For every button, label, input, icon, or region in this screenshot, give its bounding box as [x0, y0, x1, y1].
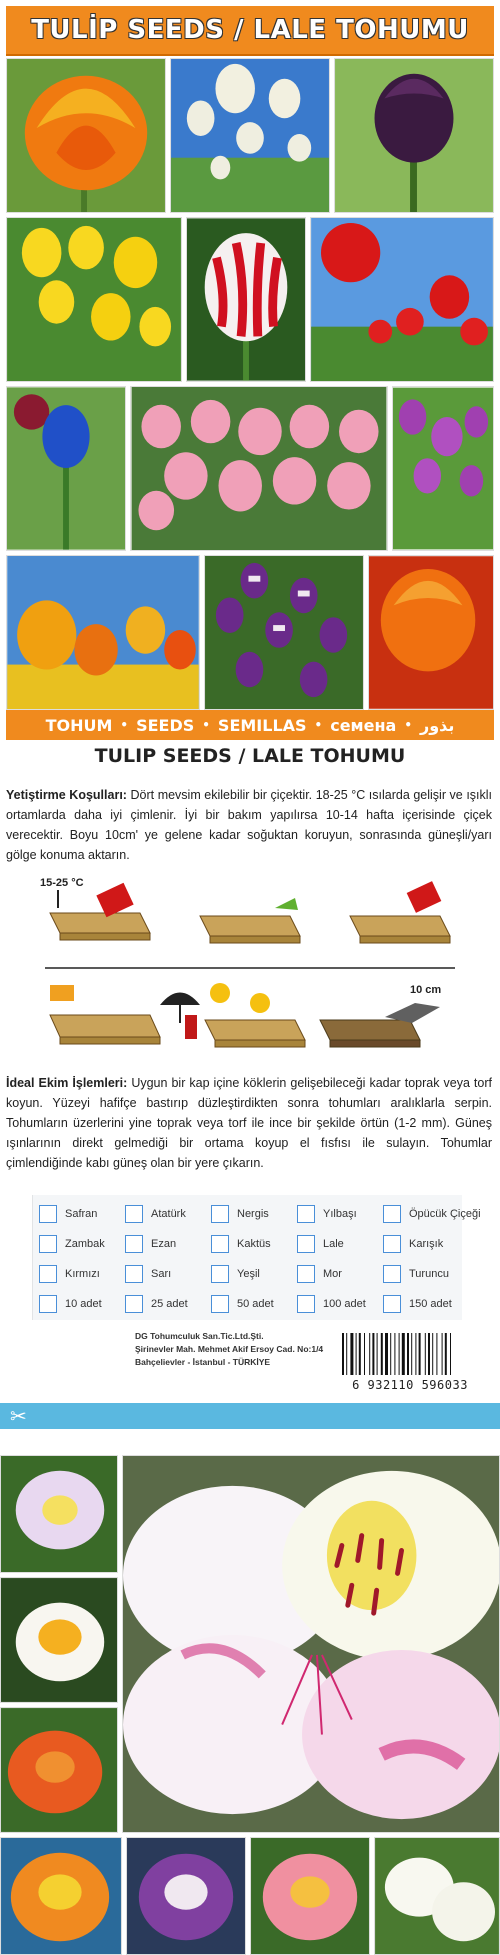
tray-cover-icon	[350, 881, 450, 943]
spray-bottle-icon	[185, 1015, 197, 1039]
planting-illustration-top	[30, 868, 470, 958]
growing-body: Dört mevsim ekilebilir bir çiçektir. 18-25 °C ısılarda gelişir ve ışıklı ortamlarda daha iyi çimlenir. İyi bir bakım yapılırsa 10-14 hafta içerisinde çiçek verecektir. Boyu 10cm' ye gelene kadar soğuktan koruyun, sonrasında güneşli/yarı gölge konuma aktarın.	[6, 788, 493, 862]
checkbox-label: Kaktüs	[237, 1238, 271, 1250]
planting-instructions	[6, 1073, 492, 1173]
checklist-item[interactable]	[383, 1261, 469, 1287]
separator-dot: •	[314, 718, 323, 732]
barcode-bar	[359, 1333, 361, 1375]
page-title: TULİP SEEDS / LALE TOHUMU	[6, 6, 494, 56]
growing-conditions	[6, 785, 492, 865]
checkbox[interactable]	[297, 1295, 315, 1313]
checkbox-label: 25 adet	[151, 1298, 188, 1310]
checklist-item[interactable]	[39, 1231, 125, 1257]
photo-pink-tulips	[130, 386, 388, 551]
checklist-item[interactable]	[125, 1261, 211, 1287]
barcode-number: 6 932110 596033	[352, 1378, 468, 1392]
barcode-bar	[350, 1333, 353, 1375]
photo-alstroemeria-pink	[250, 1837, 370, 1955]
barcode-bar	[432, 1333, 433, 1375]
word-arabic: بذور	[420, 715, 455, 735]
checkbox[interactable]	[297, 1205, 315, 1223]
checklist-item[interactable]	[297, 1201, 383, 1227]
sun-icon	[250, 993, 270, 1013]
checkbox-label: 100 adet	[323, 1298, 366, 1310]
checkbox[interactable]	[39, 1205, 57, 1223]
photo-alstroemeria-orange	[0, 1707, 118, 1833]
barcode-bar	[445, 1333, 447, 1375]
photo-orange-tulip	[6, 58, 166, 213]
barcode-bar	[419, 1333, 421, 1375]
sun-icon	[210, 983, 230, 1003]
checkbox[interactable]	[211, 1205, 229, 1223]
tray-soil-icon	[50, 913, 150, 940]
checkbox[interactable]	[211, 1295, 229, 1313]
checklist-item[interactable]	[297, 1291, 383, 1317]
checkbox-label: Turuncu	[409, 1268, 449, 1280]
barcode-image	[340, 1333, 490, 1375]
company-name: DG Tohumculuk San.Tic.Ltd.Şti.	[135, 1331, 264, 1341]
checkbox-label: Atatürk	[151, 1208, 186, 1220]
cut-line-strip	[0, 1403, 500, 1429]
checkbox-label: Kırmızı	[65, 1268, 100, 1280]
photo-alstroemeria-white-yellow	[0, 1577, 118, 1703]
photo-alstroemeria-purple	[126, 1837, 246, 1955]
company-address: Şirinevler Mah. Mehmet Akif Ersoy Cad. No:1/4	[135, 1344, 324, 1354]
checkbox-label: Lale	[323, 1238, 344, 1250]
checkbox-label: Yılbaşı	[323, 1208, 357, 1220]
photo-alstroemeria-orange-yellow	[0, 1837, 122, 1955]
language-banner	[6, 710, 494, 740]
checkbox-label: 50 adet	[237, 1298, 274, 1310]
photo-red-white-tulip	[186, 217, 306, 382]
photo-dark-purple-tulip	[334, 58, 494, 213]
separator-dot: •	[202, 718, 210, 732]
watering-tray-icon	[50, 985, 160, 1044]
section-subtitle: TULIP SEEDS / LALE TOHUMU	[94, 745, 406, 767]
checkbox[interactable]	[383, 1295, 401, 1313]
checkbox[interactable]	[383, 1205, 401, 1223]
barcode-bar	[342, 1333, 344, 1375]
planting-heading: İdeal Ekim İşlemleri:	[6, 1076, 128, 1090]
checkbox[interactable]	[125, 1265, 143, 1283]
photo-yellow-tulips	[6, 217, 182, 382]
barcode-bar	[385, 1333, 388, 1375]
company-info	[135, 1330, 335, 1369]
barcode-bar	[390, 1333, 391, 1375]
barcode-bar	[399, 1333, 400, 1375]
checklist-item[interactable]	[297, 1261, 383, 1287]
checkbox-label: 150 adet	[409, 1298, 452, 1310]
word-semillas: SEMILLAS	[217, 715, 307, 735]
checklist-item[interactable]	[211, 1261, 297, 1287]
checkbox[interactable]	[125, 1235, 143, 1253]
checkbox-label: Öpücük Çiçeği	[409, 1208, 481, 1220]
barcode-bar	[442, 1333, 443, 1375]
barcode-bar	[381, 1333, 383, 1375]
checklist-item[interactable]	[125, 1291, 211, 1317]
barcode-bar	[369, 1333, 370, 1375]
sprouting-tray-icon	[205, 1020, 305, 1047]
checkbox[interactable]	[211, 1235, 229, 1253]
checkbox-label: Karışık	[409, 1238, 444, 1250]
barcode-bar	[415, 1333, 416, 1375]
photo-purple-white-tulips	[204, 555, 364, 710]
checkbox-label: Nergis	[237, 1208, 269, 1220]
growing-heading: Yetiştirme Koşulları:	[6, 788, 127, 802]
barcode-bar	[450, 1333, 451, 1375]
checklist-item[interactable]	[39, 1201, 125, 1227]
checkbox-label: Safran	[65, 1208, 98, 1220]
variety-checklist	[32, 1195, 481, 1320]
checkbox[interactable]	[39, 1265, 57, 1283]
separator-dot: •	[120, 718, 129, 732]
checkbox[interactable]	[39, 1295, 57, 1313]
barcode-bar	[364, 1333, 365, 1375]
planting-body: Uygun bir kap içine köklerin gelişebileceği kadar toprak veya torf koyun. Yüzeyi hafifçe bastırıp düzleştirdikten sonra tohumları aralıklarla serpin. Tohumların üzerlerini yine toprak veya torf ile ince bir şekilde örtün (1-2 mm). Güneş ışınlarının direkt gelmediği bir ortama koyup el fısfısı ile sulayın. Tohumlar çimlendiğinde kabı güneş olan bir yere çıkarın.	[6, 1076, 492, 1170]
checklist-item[interactable]	[125, 1231, 211, 1257]
checklist-row	[33, 1261, 463, 1287]
word-seeds: SEEDS	[136, 715, 195, 735]
barcode-bar	[394, 1333, 395, 1375]
company-city: Bahçelievler - İstanbul - TÜRKİYE	[135, 1357, 271, 1367]
scissors-icon: ✂	[10, 1405, 27, 1428]
checklist-item[interactable]	[297, 1231, 383, 1257]
checklist-item[interactable]	[211, 1201, 297, 1227]
planting-illustration-bottom	[30, 975, 470, 1065]
checklist-item[interactable]	[383, 1231, 469, 1257]
photo-blue-tulip	[6, 386, 126, 551]
separator-dot: •	[404, 718, 413, 732]
checkbox[interactable]	[125, 1295, 143, 1313]
checkbox[interactable]	[125, 1205, 143, 1223]
barcode-bar	[428, 1333, 430, 1375]
photo-red-tulip-field	[310, 217, 494, 382]
checklist-item[interactable]	[383, 1291, 469, 1317]
checklist-item[interactable]	[125, 1201, 211, 1227]
checklist-row	[33, 1231, 463, 1257]
seedling-tray-icon	[320, 1003, 440, 1047]
barcode-bar	[372, 1333, 374, 1375]
illustration-divider	[30, 966, 470, 970]
checkbox-label: 10 adet	[65, 1298, 102, 1310]
height-label: 10 cm	[410, 984, 442, 996]
checkbox-label: Mor	[323, 1268, 342, 1280]
word-tohum: TOHUM	[45, 715, 113, 735]
photo-alstroemeria-white-purple	[0, 1455, 118, 1573]
checkbox-label: Zambak	[65, 1238, 105, 1250]
photo-alstroemeria-white	[374, 1837, 500, 1955]
tray-seeds-icon	[200, 898, 300, 943]
photo-yellow-red-tulips	[6, 555, 200, 710]
checklist-item[interactable]	[383, 1201, 481, 1227]
checklist-item[interactable]	[39, 1291, 125, 1317]
checkbox[interactable]	[297, 1265, 315, 1283]
word-semena: семена	[330, 715, 397, 735]
barcode-bar	[356, 1333, 357, 1375]
barcode-bar	[377, 1333, 378, 1375]
checklist-row	[33, 1201, 481, 1227]
barcode-bar	[425, 1333, 426, 1375]
checklist-item[interactable]	[211, 1231, 297, 1257]
photo-white-tulips	[170, 58, 330, 213]
photo-purple-tulips	[392, 386, 494, 551]
temperature-label: 15-25 °C	[40, 877, 84, 889]
barcode-bar	[407, 1333, 409, 1375]
checkbox-label: Sarı	[151, 1268, 172, 1280]
checkbox-label: Ezan	[151, 1238, 177, 1250]
barcode-bar	[411, 1333, 412, 1375]
checklist-item[interactable]	[211, 1291, 297, 1317]
checkbox[interactable]	[211, 1265, 229, 1283]
barcode-bar	[346, 1333, 347, 1375]
barcode-bar	[402, 1333, 405, 1375]
checkbox[interactable]	[383, 1265, 401, 1283]
photo-orange-tulip-closeup	[368, 555, 494, 710]
checklist-item[interactable]	[39, 1261, 125, 1287]
soil-bag-icon	[96, 883, 133, 917]
checkbox-label: Yeşil	[237, 1268, 260, 1280]
photo-alstroemeria-large	[122, 1455, 500, 1833]
checkbox[interactable]	[383, 1235, 401, 1253]
checkbox[interactable]	[39, 1235, 57, 1253]
checkbox[interactable]	[297, 1235, 315, 1253]
checklist-row	[33, 1291, 463, 1317]
barcode-bar	[436, 1333, 437, 1375]
